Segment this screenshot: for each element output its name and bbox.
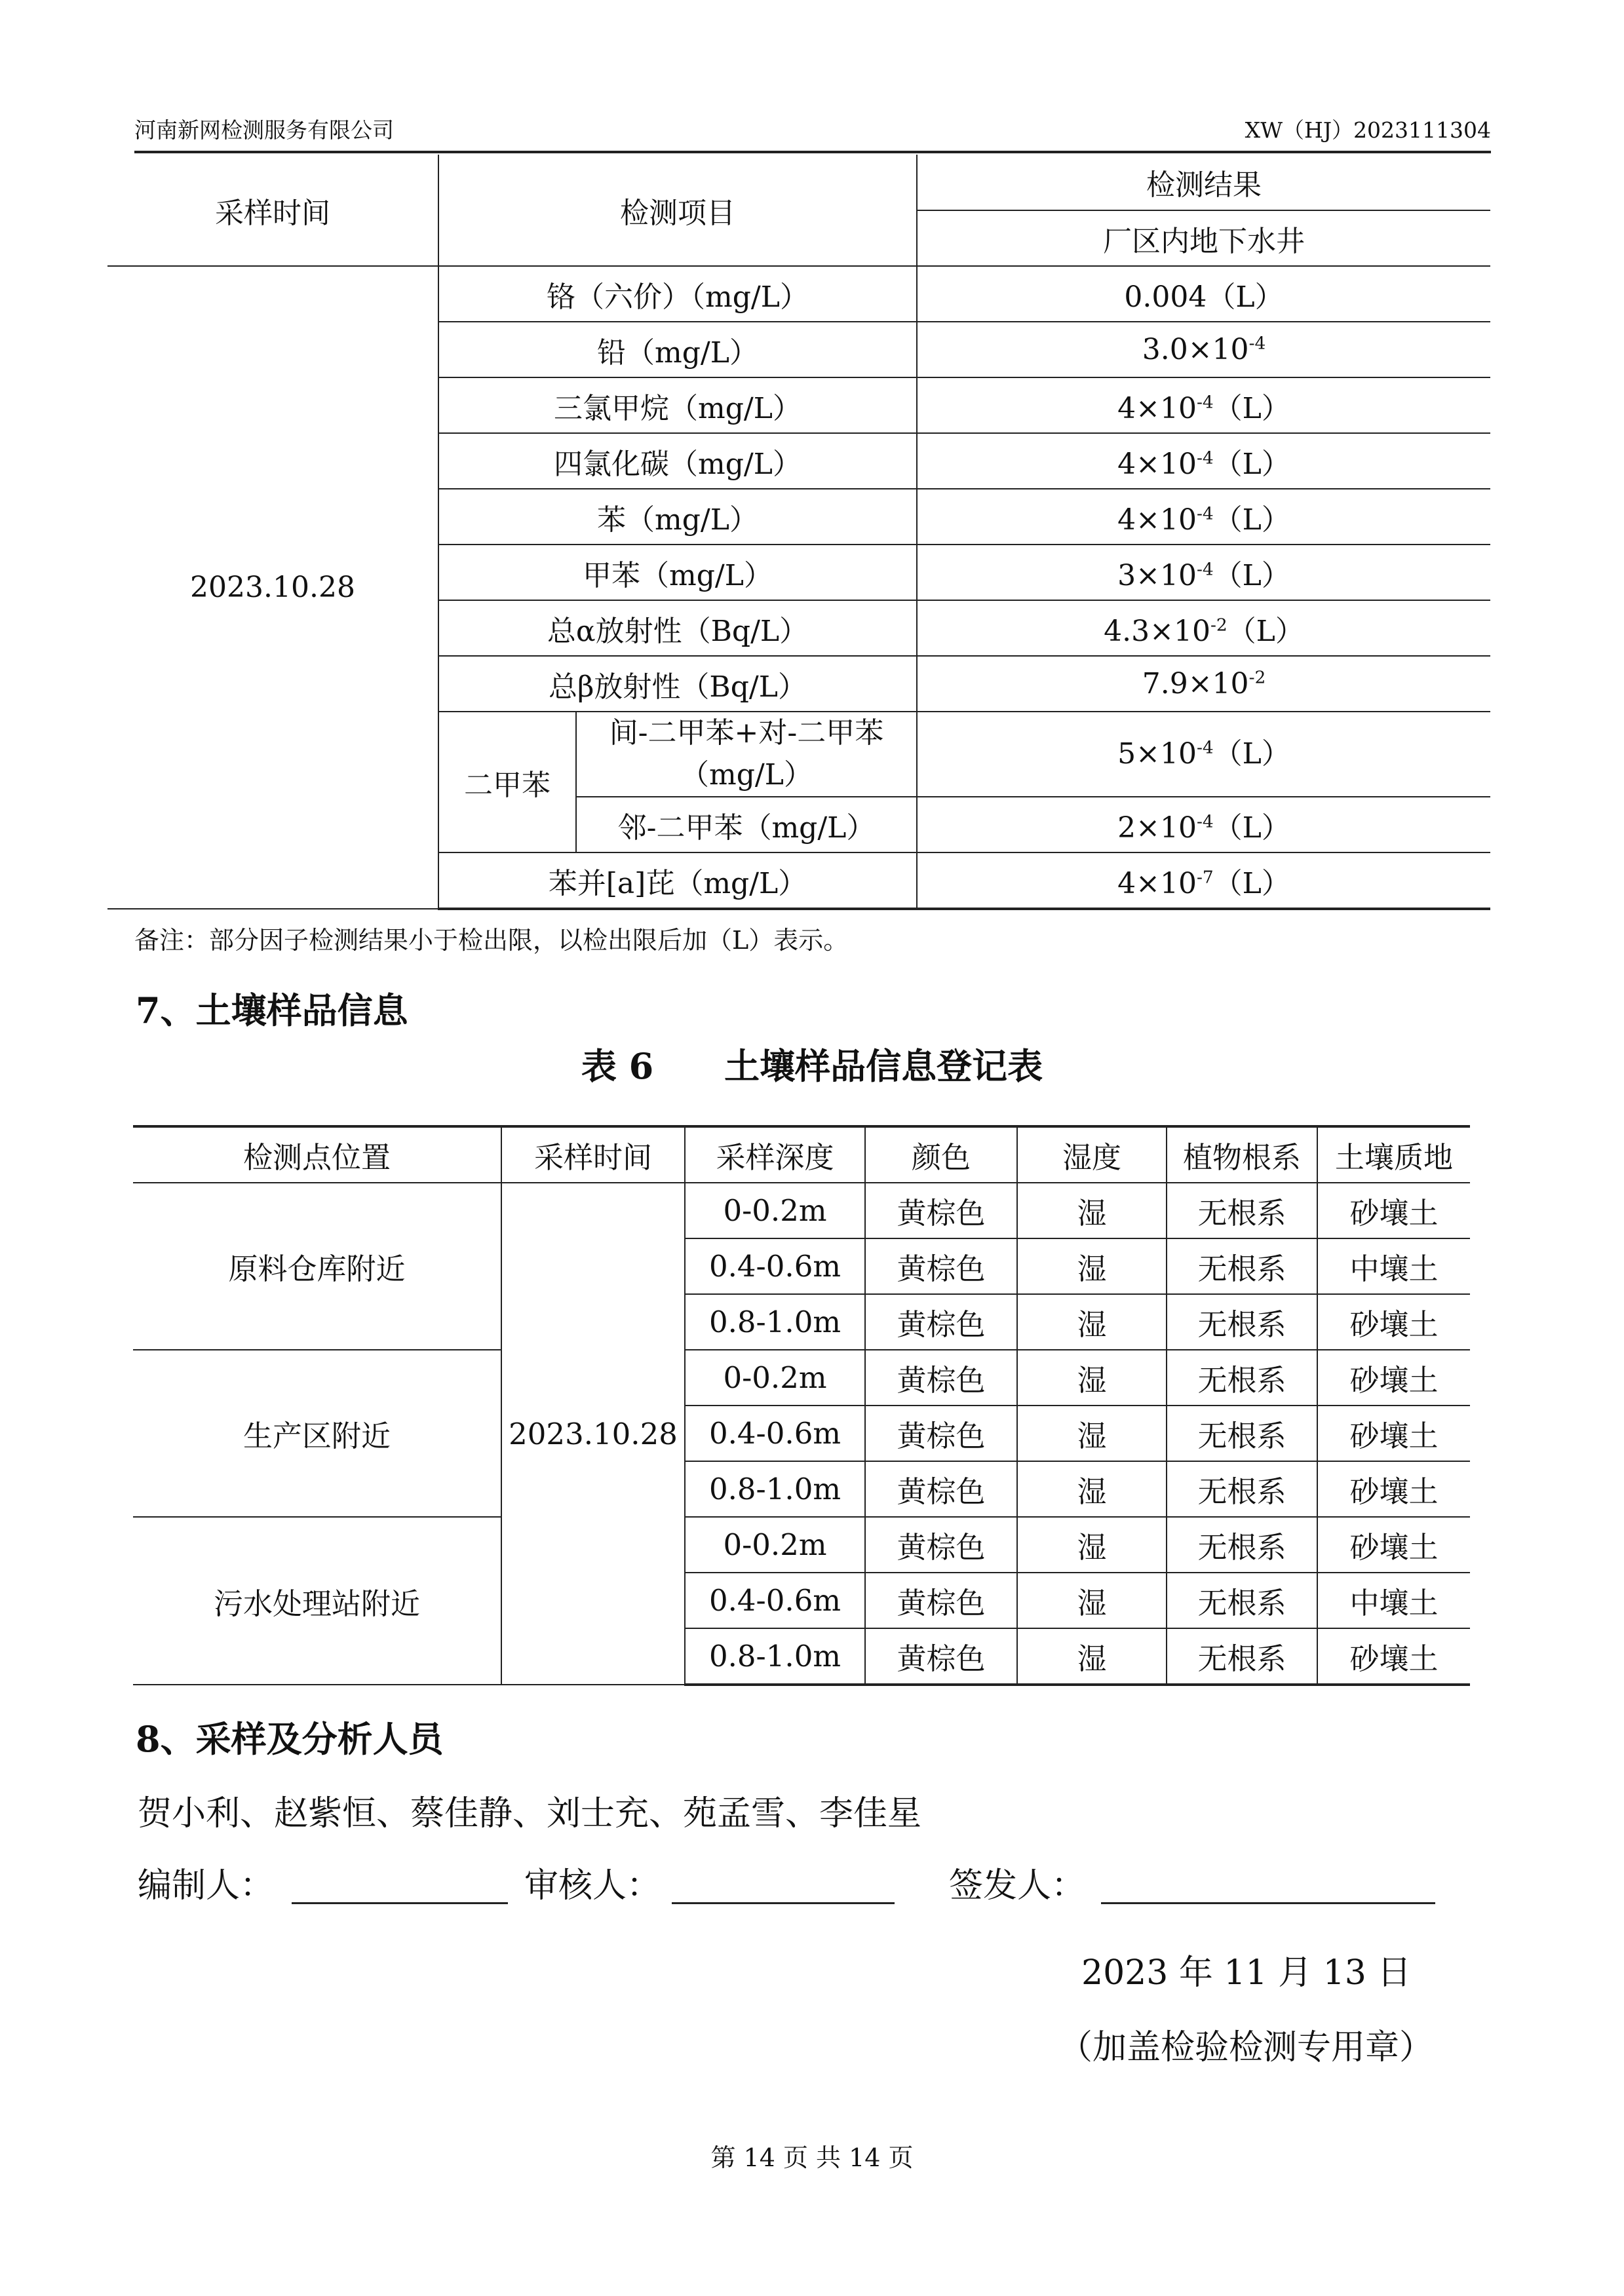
depth-cell: 0.4-0.6m (685, 1406, 865, 1461)
texture-cell: 砂壤土 (1317, 1628, 1470, 1685)
item-result: $4\times 10^{-4}(L)$ (917, 433, 1490, 489)
location-cell: 生产区附近 (133, 1350, 501, 1517)
texture-cell: 砂壤土 (1317, 1461, 1470, 1517)
col-test-result: 检测结果 (917, 155, 1490, 210)
table-row (133, 1350, 1470, 1406)
depth-cell: 0.4-0.6m (685, 1573, 865, 1628)
prepared-by-line (292, 1902, 508, 1904)
roots-cell: 无根系 (1167, 1294, 1317, 1350)
company-name: 河南新网检测服务有限公司 (134, 117, 394, 143)
texture-cell: 中壤土 (1317, 1238, 1470, 1294)
color-cell: 黄棕色 (865, 1517, 1017, 1573)
moisture-cell: 湿 (1017, 1238, 1167, 1294)
col-location: 检测点位置 (133, 1126, 501, 1183)
issued-by-line (1101, 1902, 1435, 1904)
roots-cell: 无根系 (1167, 1628, 1317, 1685)
table-header-row (107, 155, 1490, 210)
item-name: 苯并[a]芘（mg/L） (438, 852, 917, 909)
item-result: $4\times 10^{-4}(L)$ (917, 489, 1490, 545)
color-cell: 黄棕色 (865, 1461, 1017, 1517)
depth-cell: 0.8-1.0m (685, 1294, 865, 1350)
color-cell: 黄棕色 (865, 1183, 1017, 1238)
location-cell: 污水处理站附近 (133, 1517, 501, 1685)
moisture-cell: 湿 (1017, 1294, 1167, 1350)
roots-cell: 无根系 (1167, 1461, 1317, 1517)
table-header-row (133, 1126, 1470, 1183)
item-name: 苯（mg/L） (438, 489, 917, 545)
texture-cell: 砂壤土 (1317, 1517, 1470, 1573)
issued-by-label: 签发人： (949, 1866, 1086, 1905)
moisture-cell: 湿 (1017, 1406, 1167, 1461)
page-header (134, 110, 1491, 153)
item-name: 四氯化碳（mg/L） (438, 433, 917, 489)
roots-cell: 无根系 (1167, 1238, 1317, 1294)
sample-date: 2023.10.28 (501, 1183, 685, 1685)
color-cell: 黄棕色 (865, 1294, 1017, 1350)
item-result: $2\times 10^{-4}(L)$ (917, 797, 1490, 852)
page-footer: 第 14 页 共 14 页 (710, 2143, 914, 2172)
item-name: 总β放射性（Bq/L） (438, 656, 917, 712)
col-sampling-time: 采样时间 (107, 155, 438, 266)
roots-cell: 无根系 (1167, 1350, 1317, 1406)
texture-cell: 砂壤土 (1317, 1350, 1470, 1406)
item-result: $3.0\times 10^{-4}$ (917, 322, 1490, 377)
moisture-cell: 湿 (1017, 1628, 1167, 1685)
xylene-group-label: 二甲苯 (438, 712, 576, 852)
texture-cell: 砂壤土 (1317, 1294, 1470, 1350)
reviewed-by-line (672, 1902, 895, 1904)
moisture-cell: 湿 (1017, 1350, 1167, 1406)
depth-cell: 0.8-1.0m (685, 1461, 865, 1517)
texture-cell: 中壤土 (1317, 1573, 1470, 1628)
depth-cell: 0.8-1.0m (685, 1628, 865, 1685)
roots-cell: 无根系 (1167, 1406, 1317, 1461)
table-6-caption: 表 6 土壤样品信息登记表 (581, 1045, 1043, 1087)
moisture-cell: 湿 (1017, 1461, 1167, 1517)
col-depth: 采样深度 (685, 1126, 865, 1183)
prepared-by-label: 编制人： (138, 1866, 275, 1905)
depth-cell: 0-0.2m (685, 1183, 865, 1238)
item-result: $7.9\times 10^{-2}$ (917, 656, 1490, 712)
soil-sample-table (133, 1125, 1470, 1686)
color-cell: 黄棕色 (865, 1238, 1017, 1294)
color-cell: 黄棕色 (865, 1350, 1017, 1406)
col-texture: 土壤质地 (1317, 1126, 1470, 1183)
sample-date: 2023.10.28 (107, 266, 438, 909)
color-cell: 黄棕色 (865, 1628, 1017, 1685)
col-color: 颜色 (865, 1126, 1017, 1183)
item-result: $3\times 10^{-4}(L)$ (917, 545, 1490, 600)
section-7-heading: 7、土壤样品信息 (136, 989, 408, 1031)
roots-cell: 无根系 (1167, 1183, 1317, 1238)
stamp-note: （加盖检验检测专用章） (1058, 2028, 1434, 2067)
item-result: 0.004（L） (917, 266, 1490, 322)
item-name: 总α放射性（Bq/L） (438, 600, 917, 656)
col-test-item: 检测项目 (438, 155, 917, 266)
table-row (133, 1517, 1470, 1573)
roots-cell: 无根系 (1167, 1517, 1317, 1573)
roots-cell: 无根系 (1167, 1573, 1317, 1628)
texture-cell: 砂壤土 (1317, 1183, 1470, 1238)
col-roots: 植物根系 (1167, 1126, 1317, 1183)
item-name: 三氯甲烷（mg/L） (438, 377, 917, 433)
item-name: 甲苯（mg/L） (438, 545, 917, 600)
col-moisture: 湿度 (1017, 1126, 1167, 1183)
location-cell: 原料仓库附近 (133, 1183, 501, 1350)
issue-date: 2023 年 11 月 13 日 (1081, 1953, 1412, 1993)
col-sampling-time: 采样时间 (501, 1126, 685, 1183)
depth-cell: 0-0.2m (685, 1350, 865, 1406)
col-site: 厂区内地下水井 (917, 210, 1490, 266)
color-cell: 黄棕色 (865, 1573, 1017, 1628)
item-result: $4\times 10^{-4}(L)$ (917, 377, 1490, 433)
moisture-cell: 湿 (1017, 1573, 1167, 1628)
depth-cell: 0.4-0.6m (685, 1238, 865, 1294)
moisture-cell: 湿 (1017, 1517, 1167, 1573)
item-name: 邻-二甲苯（mg/L） (576, 797, 917, 852)
item-result: $5\times 10^{-4}(L)$ (917, 712, 1490, 797)
moisture-cell: 湿 (1017, 1183, 1167, 1238)
texture-cell: 砂壤土 (1317, 1406, 1470, 1461)
table-row (133, 1183, 1470, 1238)
item-name: 铅（mg/L） (438, 322, 917, 377)
report-number: XW（HJ）2023111304 (1245, 117, 1491, 143)
depth-cell: 0-0.2m (685, 1517, 865, 1573)
groundwater-results-table (107, 155, 1490, 910)
color-cell: 黄棕色 (865, 1406, 1017, 1461)
section-8-heading: 8、采样及分析人员 (136, 1718, 444, 1760)
personnel-list: 贺小利、赵紫恒、蔡佳静、刘士充、苑孟雪、李佳星 (138, 1794, 922, 1833)
reviewed-by-label: 审核人： (524, 1866, 661, 1905)
item-result: $4.3\times 10^{-2}(L)$ (917, 600, 1490, 656)
item-name: 间-二甲苯+对-二甲苯（mg/L） (576, 712, 917, 797)
item-name: 铬（六价）（mg/L） (438, 266, 917, 322)
item-result: $4\times 10^{-7}(L)$ (917, 852, 1490, 909)
table-note: 备注：部分因子检测结果小于检出限，以检出限后加（L）表示。 (134, 926, 849, 955)
table-row (107, 266, 1490, 322)
